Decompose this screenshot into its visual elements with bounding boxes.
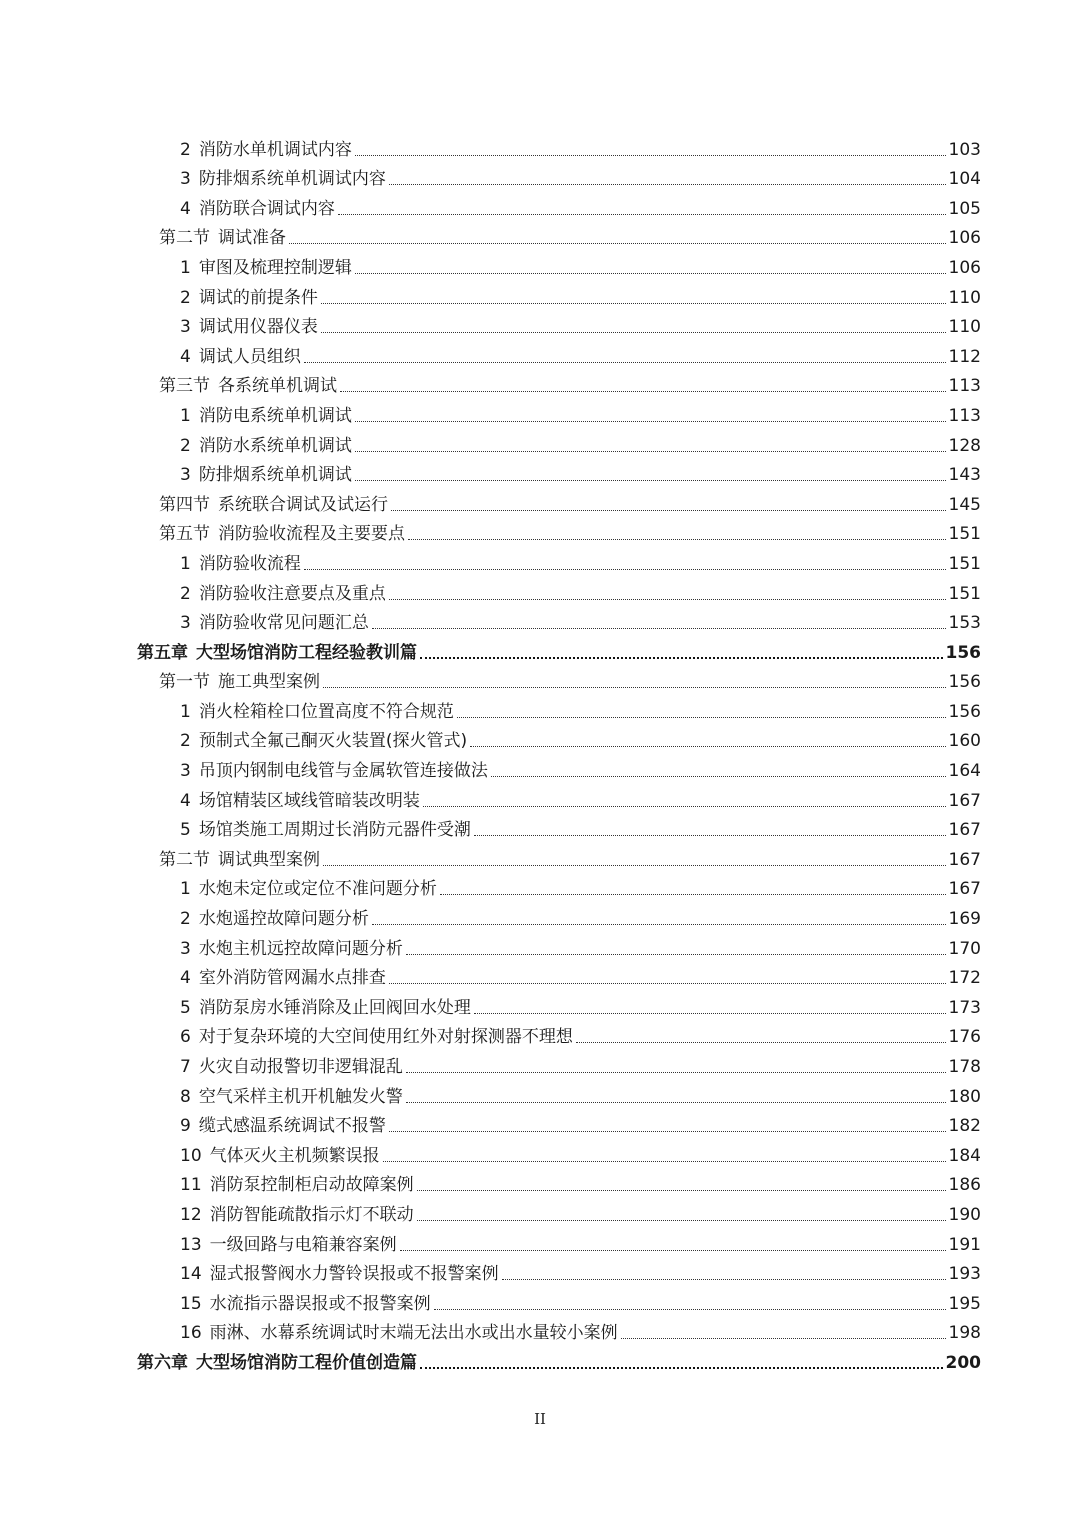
toc-entry-number: 13	[180, 1234, 202, 1255]
toc-entry-page: 153	[948, 613, 981, 634]
toc-entry-title: 空气采样主机开机触发火警	[198, 1086, 403, 1107]
toc-dot-leader	[434, 1309, 946, 1310]
toc-dot-leader	[417, 1220, 946, 1221]
toc-entry-title: 调试典型案例	[218, 849, 320, 870]
toc-entry-title: 各系统单机调试	[218, 376, 337, 397]
toc-entry-item[interactable]	[0, 457, 1080, 487]
toc-entry-section[interactable]	[0, 368, 1080, 398]
toc-entry-section[interactable]	[0, 664, 1080, 694]
toc-entry-title: 水炮未定位或定位不准问题分析	[198, 879, 437, 900]
toc-entry-page: 151	[948, 583, 981, 604]
toc-dot-leader	[355, 421, 946, 422]
toc-entry-number: 3	[180, 938, 191, 959]
toc-entry-number: 第四节	[159, 494, 210, 515]
toc-entry-page: 113	[948, 405, 981, 426]
toc-dot-leader	[355, 480, 946, 481]
toc-entry-item[interactable]	[0, 989, 1080, 1019]
toc-dot-leader	[502, 1279, 946, 1280]
table-of-contents	[0, 131, 1080, 1374]
toc-entry-title: 审图及梳理控制逻辑	[198, 257, 352, 278]
toc-entry-page: 180	[948, 1086, 981, 1107]
toc-entry-number: 6	[180, 1027, 191, 1048]
toc-entry-page: 128	[948, 435, 981, 456]
toc-entry-number: 2	[180, 287, 191, 308]
toc-entry-number: 3	[180, 317, 191, 338]
toc-entry-item[interactable]	[0, 605, 1080, 635]
toc-entry-section[interactable]	[0, 841, 1080, 871]
toc-dot-leader	[338, 214, 946, 215]
toc-entry-item[interactable]	[0, 1256, 1080, 1286]
toc-dot-leader	[372, 628, 946, 629]
toc-dot-leader	[340, 391, 946, 392]
toc-entry-number: 4	[180, 346, 191, 367]
toc-dot-leader	[491, 776, 946, 777]
toc-entry-title: 水炮遥控故障问题分析	[198, 909, 369, 930]
toc-entry-page: 167	[948, 849, 981, 870]
toc-entry-title: 大型场馆消防工程经验教训篇	[196, 642, 417, 663]
toc-dot-leader	[323, 865, 946, 866]
toc-entry-item[interactable]	[0, 1019, 1080, 1049]
toc-entry-page: 169	[948, 909, 981, 930]
toc-entry-page: 184	[948, 1145, 981, 1166]
toc-entry-page: 112	[948, 346, 981, 367]
toc-entry-number: 3	[180, 761, 191, 782]
toc-dot-leader	[457, 717, 946, 718]
toc-entry-page: 178	[948, 1057, 981, 1077]
toc-entry-page: 191	[948, 1234, 981, 1255]
toc-dot-leader	[389, 983, 946, 984]
toc-entry-section[interactable]	[0, 486, 1080, 516]
toc-dot-leader	[391, 510, 946, 511]
toc-entry-section[interactable]	[0, 220, 1080, 250]
toc-entry-page: 164	[948, 761, 981, 782]
toc-entry-title: 大型场馆消防工程价值创造篇	[196, 1352, 417, 1373]
toc-entry-number: 16	[180, 1323, 202, 1344]
toc-entry-number: 5	[180, 820, 191, 841]
toc-dot-leader	[323, 687, 946, 688]
toc-entry-number: 第五章	[137, 642, 188, 663]
toc-entry-item[interactable]	[0, 930, 1080, 960]
toc-entry-item[interactable]	[0, 1196, 1080, 1226]
toc-entry-page: 190	[948, 1204, 981, 1225]
toc-entry-number: 10	[180, 1145, 202, 1166]
toc-dot-leader	[474, 1013, 946, 1014]
toc-entry-number: 3	[180, 465, 191, 486]
toc-entry-title: 调试的前提条件	[198, 287, 318, 308]
toc-entry-page: 167	[948, 820, 981, 841]
toc-entry-number: 7	[180, 1057, 191, 1077]
toc-dot-leader	[417, 1190, 946, 1191]
toc-entry-title: 水流指示器误报或不报警案例	[209, 1293, 431, 1314]
toc-entry-number: 2	[180, 583, 191, 604]
toc-entry-title: 调试用仪器仪表	[198, 317, 318, 338]
toc-entry-title: 防排烟系统单机调试	[198, 465, 352, 486]
toc-entry-page: 156	[945, 642, 981, 663]
toc-entry-item[interactable]	[0, 1315, 1080, 1345]
toc-entry-page: 110	[948, 287, 981, 308]
toc-entry-title: 调试准备	[218, 228, 286, 249]
toc-entry-item[interactable]	[0, 161, 1080, 191]
toc-entry-number: 14	[180, 1264, 202, 1285]
toc-entry-number: 1	[180, 405, 191, 426]
toc-entry-page: 104	[948, 169, 981, 190]
toc-entry-title: 消防电系统单机调试	[198, 405, 352, 426]
toc-dot-leader	[355, 451, 946, 452]
toc-entry-page: 145	[948, 494, 981, 515]
toc-dot-leader	[406, 1102, 946, 1103]
toc-entry-chapter[interactable]	[0, 634, 1080, 664]
toc-dot-leader	[474, 835, 946, 836]
toc-entry-page: 182	[948, 1116, 981, 1137]
toc-entry-number: 第一节	[159, 672, 210, 693]
toc-entry-page: 200	[945, 1352, 981, 1373]
toc-entry-page: 106	[948, 257, 981, 278]
toc-dot-leader	[408, 539, 946, 540]
toc-dot-leader	[321, 303, 946, 304]
toc-entry-number: 4	[180, 198, 191, 219]
toc-entry-title: 调试人员组织	[198, 346, 301, 367]
toc-entry-page: 167	[948, 790, 981, 811]
toc-entry-item[interactable]	[0, 752, 1080, 782]
toc-entry-number: 第五节	[159, 524, 210, 545]
toc-dot-leader	[304, 362, 946, 363]
toc-entry-number: 第二节	[159, 228, 210, 249]
toc-entry-page: 193	[948, 1264, 981, 1285]
toc-entry-page: 113	[948, 376, 981, 397]
toc-entry-page: 143	[948, 465, 981, 486]
toc-entry-page: 198	[948, 1323, 981, 1344]
toc-entry-number: 4	[180, 790, 191, 811]
toc-entry-page: 106	[948, 228, 981, 249]
toc-entry-title: 水炮主机远控故障问题分析	[198, 938, 403, 959]
toc-entry-item[interactable]	[0, 190, 1080, 220]
toc-entry-item[interactable]	[0, 1285, 1080, 1315]
toc-dot-leader	[355, 273, 946, 274]
toc-entry-number: 11	[180, 1175, 202, 1196]
toc-dot-leader	[389, 184, 946, 185]
toc-entry-item[interactable]	[0, 545, 1080, 575]
toc-entry-title: 气体灭火主机频繁误报	[209, 1145, 380, 1166]
toc-dot-leader	[470, 746, 945, 747]
toc-entry-page: 186	[948, 1175, 981, 1196]
toc-entry-item[interactable]	[0, 279, 1080, 309]
toc-entry-number: 1	[180, 879, 191, 900]
toc-entry-title: 湿式报警阀水力警铃误报或不报警案例	[209, 1264, 499, 1285]
toc-dot-leader	[372, 924, 946, 925]
toc-entry-item[interactable]	[0, 900, 1080, 930]
toc-entry-item[interactable]	[0, 693, 1080, 723]
toc-entry-item[interactable]	[0, 1078, 1080, 1108]
toc-dot-leader	[576, 1042, 946, 1043]
toc-entry-number: 2	[180, 909, 191, 930]
toc-entry-title: 消防智能疏散指示灯不联动	[209, 1204, 414, 1225]
toc-entry-item[interactable]	[0, 1108, 1080, 1138]
toc-entry-title: 缆式感温系统调试不报警	[198, 1116, 386, 1137]
toc-entry-item[interactable]	[0, 1048, 1080, 1078]
toc-entry-page: 195	[948, 1293, 981, 1314]
toc-entry-title: 室外消防管网漏水点排查	[198, 968, 386, 989]
toc-dot-leader	[406, 1072, 946, 1073]
toc-entry-title: 消防验收流程及主要要点	[218, 524, 405, 545]
toc-dot-leader	[423, 806, 946, 807]
toc-dot-leader	[406, 954, 946, 955]
toc-entry-page: 110	[948, 317, 981, 338]
toc-entry-number: 1	[180, 257, 191, 278]
toc-entry-title: 消防水系统单机调试	[198, 435, 352, 456]
toc-entry-title: 吊顶内钢制电线管与金属软管连接做法	[198, 761, 488, 782]
toc-entry-number: 1	[180, 701, 191, 722]
toc-entry-number: 9	[180, 1116, 191, 1137]
toc-entry-page: 151	[948, 524, 981, 545]
toc-entry-title: 火灾自动报警切非逻辑混乱	[198, 1057, 403, 1077]
toc-dot-leader	[389, 599, 946, 600]
page-number: II	[534, 1410, 546, 1428]
toc-entry-item[interactable]	[0, 309, 1080, 339]
toc-entry-item[interactable]	[0, 575, 1080, 605]
toc-dot-leader	[420, 1367, 943, 1369]
toc-entry-title: 场馆精装区域线管暗装改明装	[198, 790, 420, 811]
toc-entry-page: 156	[948, 672, 981, 693]
toc-dot-leader	[304, 569, 946, 570]
toc-entry-title: 对于复杂环境的大空间使用红外对射探测器不理想	[198, 1027, 573, 1048]
toc-entry-item[interactable]	[0, 1226, 1080, 1256]
toc-entry-number: 4	[180, 968, 191, 989]
toc-entry-item[interactable]	[0, 131, 1080, 161]
toc-entry-title: 消防验收常见问题汇总	[198, 613, 369, 634]
toc-dot-leader	[440, 894, 946, 895]
toc-entry-item[interactable]	[0, 871, 1080, 901]
toc-entry-chapter[interactable]	[0, 1344, 1080, 1374]
toc-entry-title: 消防水单机调试内容	[198, 139, 352, 160]
toc-entry-page: 172	[948, 968, 981, 989]
toc-entry-title: 施工典型案例	[218, 672, 320, 693]
toc-entry-number: 2	[180, 139, 191, 160]
toc-entry-number: 8	[180, 1086, 191, 1107]
toc-entry-item[interactable]	[0, 960, 1080, 990]
toc-entry-title: 消火栓箱栓口位置高度不符合规范	[198, 701, 454, 722]
toc-entry-number: 5	[180, 997, 191, 1018]
toc-entry-number: 3	[180, 613, 191, 634]
toc-dot-leader	[389, 1131, 946, 1132]
toc-entry-number: 1	[180, 553, 191, 574]
toc-entry-item[interactable]	[0, 782, 1080, 812]
toc-entry-page: 167	[948, 879, 981, 900]
toc-entry-number: 15	[180, 1293, 202, 1314]
toc-entry-page: 156	[948, 701, 981, 722]
toc-dot-leader	[355, 155, 946, 156]
toc-entry-item[interactable]	[0, 723, 1080, 753]
toc-entry-page: 151	[948, 553, 981, 574]
toc-entry-item[interactable]	[0, 1137, 1080, 1167]
toc-entry-number: 12	[180, 1204, 202, 1225]
toc-entry-number: 第三节	[159, 376, 210, 397]
toc-entry-page: 160	[948, 731, 981, 752]
toc-entry-title: 消防联合调试内容	[198, 198, 335, 219]
toc-entry-item[interactable]	[0, 397, 1080, 427]
toc-entry-title: 系统联合调试及试运行	[218, 494, 388, 515]
toc-entry-page: 105	[948, 198, 981, 219]
toc-entry-number: 3	[180, 169, 191, 190]
toc-entry-item[interactable]	[0, 427, 1080, 457]
toc-entry-number: 2	[180, 731, 191, 752]
toc-dot-leader	[289, 243, 946, 244]
toc-dot-leader	[383, 1161, 946, 1162]
toc-entry-title: 消防泵控制柜启动故障案例	[209, 1175, 414, 1196]
toc-entry-title: 雨淋、水幕系统调试时末端无法出水或出水量较小案例	[209, 1323, 618, 1344]
toc-entry-number: 2	[180, 435, 191, 456]
toc-entry-page: 170	[948, 938, 981, 959]
toc-entry-title: 一级回路与电箱兼容案例	[209, 1234, 397, 1255]
toc-entry-item[interactable]	[0, 812, 1080, 842]
toc-dot-leader	[321, 332, 946, 333]
toc-dot-leader	[621, 1338, 946, 1339]
toc-entry-title: 防排烟系统单机调试内容	[198, 169, 386, 190]
toc-entry-title: 消防验收流程	[198, 553, 301, 574]
toc-entry-page: 176	[948, 1027, 981, 1048]
toc-entry-title: 场馆类施工周期过长消防元器件受潮	[198, 820, 471, 841]
toc-entry-item[interactable]	[0, 1167, 1080, 1197]
toc-dot-leader	[420, 657, 943, 659]
toc-entry-item[interactable]	[0, 338, 1080, 368]
toc-entry-title: 预制式全氟己酮灭火装置(探火管式)	[198, 731, 468, 752]
toc-entry-number: 第二节	[159, 849, 210, 870]
toc-entry-section[interactable]	[0, 516, 1080, 546]
toc-entry-page: 173	[948, 997, 981, 1018]
toc-dot-leader	[400, 1250, 946, 1251]
toc-entry-item[interactable]	[0, 249, 1080, 279]
toc-entry-title: 消防验收注意要点及重点	[198, 583, 386, 604]
toc-entry-number: 第六章	[137, 1352, 188, 1373]
toc-entry-page: 103	[948, 139, 981, 160]
toc-entry-title: 消防泵房水锤消除及止回阀回水处理	[198, 997, 471, 1018]
